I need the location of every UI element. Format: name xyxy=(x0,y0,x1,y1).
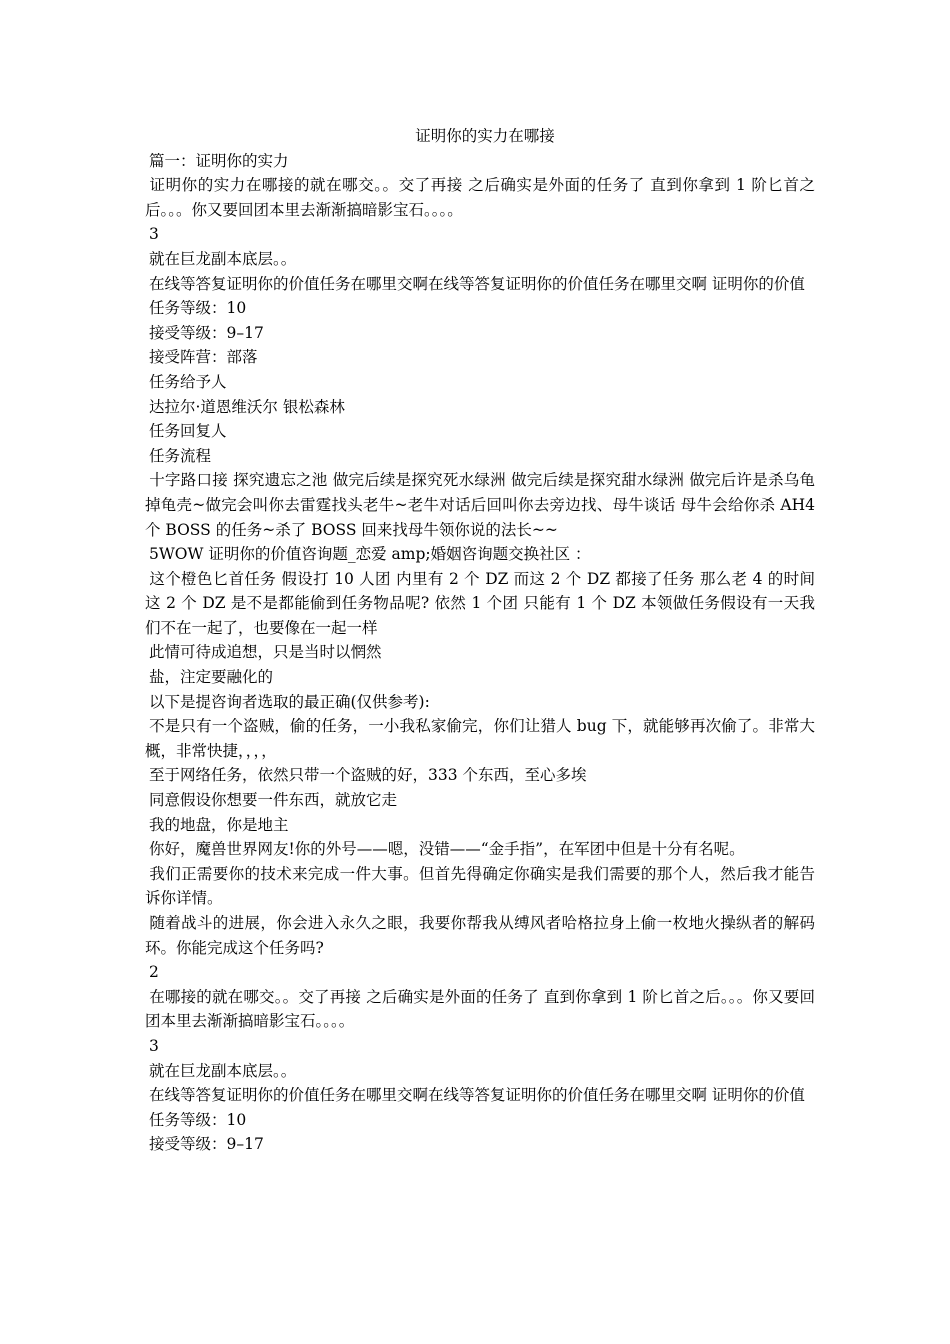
paragraph-text: 达拉尔·道恩维沃尔 银松森林 xyxy=(149,397,345,416)
paragraph-text: 我们正需要你的技术来完成一件大事。但首先得确定你确实是我们需要的那个人，然后我才能告诉你详情。 xyxy=(145,864,815,908)
paragraph xyxy=(145,370,815,395)
paragraph-text: 证明你的实力在哪接的就在哪交。。交了再接 之后确实是外面的任务了 直到你拿到 1 阶匕首之后。。。你又要回团本里去渐渐搞暗影宝石。。。。 xyxy=(145,176,815,219)
paragraph xyxy=(145,395,815,420)
paragraph xyxy=(145,1108,815,1133)
paragraph-text: 盐，注定要融化的 xyxy=(149,668,274,687)
paragraph-text: 2 xyxy=(149,963,159,982)
paragraph-text: 接受等级：9–17 xyxy=(149,323,264,342)
paragraph xyxy=(145,985,815,1034)
paragraph-text: 篇一：证明你的实力 xyxy=(149,151,289,170)
paragraph xyxy=(145,222,815,247)
paragraph xyxy=(145,149,815,174)
document-page xyxy=(145,124,815,1157)
paragraph xyxy=(145,444,815,469)
document-title: 证明你的实力在哪接 xyxy=(415,127,555,145)
paragraph xyxy=(145,567,815,641)
paragraph-text: 任务流程 xyxy=(149,446,212,465)
paragraph-text: 同意假设你想要一件东西，就放它走 xyxy=(149,791,398,810)
paragraph xyxy=(145,690,815,715)
paragraph xyxy=(145,542,815,567)
paragraph-text: 3 xyxy=(149,1036,159,1055)
paragraph-text: 接受等级：9–17 xyxy=(149,1135,264,1154)
paragraph-text: 就在巨龙副本底层。。 xyxy=(149,249,297,268)
document-body xyxy=(145,149,815,1157)
paragraph xyxy=(145,321,815,346)
paragraph xyxy=(145,813,815,838)
paragraph-text: 任务等级：10 xyxy=(149,299,247,318)
paragraph xyxy=(145,640,815,665)
paragraph-text: 以下是提咨询者选取的最正确(仅供参考): xyxy=(149,692,430,711)
paragraph xyxy=(145,837,815,862)
paragraph xyxy=(145,960,815,985)
paragraph-text: 任务等级：10 xyxy=(149,1110,247,1129)
paragraph xyxy=(145,1059,815,1084)
paragraph-text: 你好，魔兽世界网友!你的外号——嗯，没错——“金手指”，在军团中但是十分有名呢。 xyxy=(149,840,745,859)
paragraph-text: 在线等答复证明你的价值任务在哪里交啊在线等答复证明你的价值任务在哪里交啊 证明你的价值 xyxy=(149,1086,805,1105)
paragraph xyxy=(145,714,815,763)
paragraph-text: 随着战斗的进展，你会进入永久之眼，我要你帮我从缚风者哈格拉身上偷一枚地火操纵者的解码环。你能完成这个任务吗? xyxy=(145,914,815,957)
paragraph-text: 我的地盘，你是地主 xyxy=(149,815,289,834)
paragraph xyxy=(145,468,815,542)
paragraph xyxy=(145,788,815,813)
paragraph-text: 任务给予人 xyxy=(149,372,227,391)
paragraph xyxy=(145,911,815,960)
paragraph xyxy=(145,1083,815,1108)
paragraph-text: 不是只有一个盗贼，偷的任务，一小我私家偷完，你们让猎人 bug 下，就能够再次偷了。非常大概，非常快捷，，，， xyxy=(145,717,815,760)
paragraph-text: 这个橙色匕首任务 假设打 10 人团 内里有 2 个 DZ 而这 2 个 DZ 都接了任务 那么老 4 的时间 这 2 个 DZ 是不是都能偷到任务物品呢? 依然 1 个团 只能有 1 个 DZ 本领做任务假设有一天我们不在一起了，也要像在一起一样 xyxy=(145,569,815,637)
paragraph xyxy=(145,1132,815,1157)
paragraph-text: 在线等答复证明你的价值任务在哪里交啊在线等答复证明你的价值任务在哪里交啊 证明你的价值 xyxy=(149,274,805,293)
paragraph-text: 此情可待成追想，只是当时以惘然 xyxy=(149,643,382,662)
paragraph-text: 至于网络任务，依然只带一个盗贼的好，333 个东西，至心多埃 xyxy=(149,766,587,785)
paragraph xyxy=(145,272,815,297)
paragraph xyxy=(145,862,815,911)
paragraph xyxy=(145,419,815,444)
paragraph-text: 在哪接的就在哪交。。交了再接 之后确实是外面的任务了 直到你拿到 1 阶匕首之后。。。你又要回团本里去渐渐搞暗影宝石。。。。 xyxy=(145,987,815,1031)
paragraph xyxy=(145,247,815,272)
paragraph xyxy=(145,1034,815,1059)
paragraph-text: 十字路口接 探究遗忘之池 做完后续是探究死水绿洲 做完后续是探究甜水绿洲 做完后许是杀乌龟掉龟壳~做完会叫你去雷霆找头老牛~老牛对话后回叫你去旁边找、母牛谈话 母牛会给你杀 AH4 个 BOSS 的任务~杀了 BOSS 回来找母牛领你说的法长~~ xyxy=(145,471,815,539)
paragraph xyxy=(145,763,815,788)
paragraph-text: 就在巨龙副本底层。。 xyxy=(149,1061,297,1080)
paragraph-text: 接受阵营：部落 xyxy=(149,348,258,367)
paragraph xyxy=(145,345,815,370)
paragraph xyxy=(145,173,815,222)
paragraph xyxy=(145,665,815,690)
paragraph-text: 3 xyxy=(149,225,159,244)
paragraph-text: 5WOW 证明你的价值咨询题_恋爱 amp;婚姻咨询题交换社区 ： xyxy=(149,545,591,564)
paragraph-text: 任务回复人 xyxy=(149,422,227,441)
paragraph xyxy=(145,296,815,321)
